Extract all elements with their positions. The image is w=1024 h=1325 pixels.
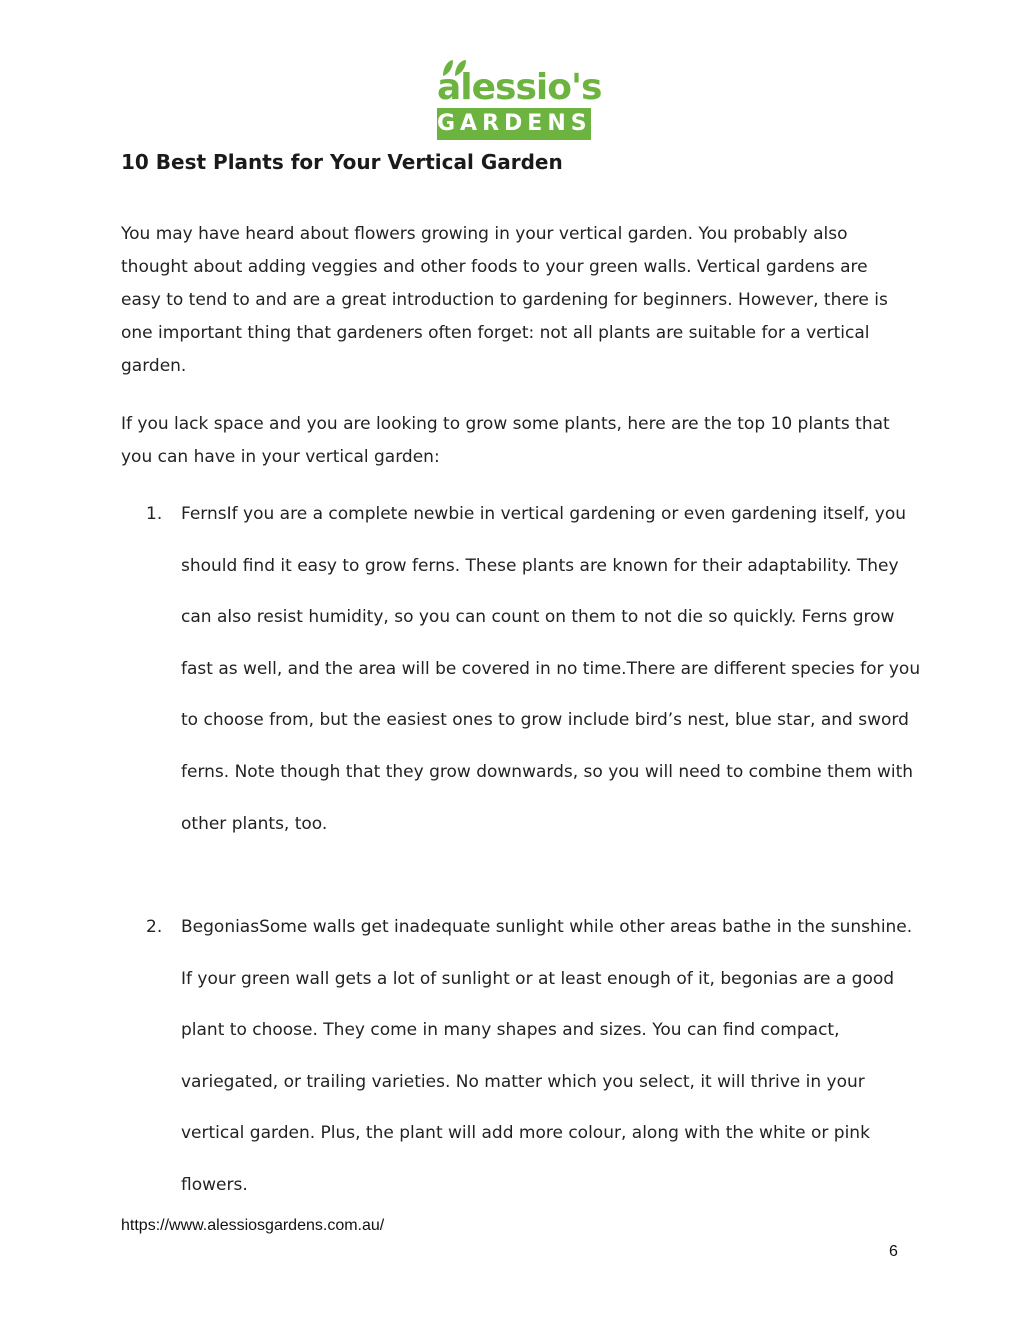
list-number: 1. bbox=[146, 504, 163, 524]
logo bbox=[433, 58, 602, 142]
intro-paragraph: You may have heard about flowers growing in your vertical garden. You probably also thought about adding veggies and other foods to your green walls. Vertical gardens are easy to tend to and are a great introduction to gardening for beginners. However, there is one important thing that gardeners often forget: not all plants are suitable for a vertical garden. bbox=[121, 224, 888, 376]
logo-wordmark: alessio's bbox=[437, 67, 602, 108]
list-item-text: FernsIf you are a complete newbie in vertical gardening or even gardening itself, you should find it easy to grow ferns. These plants are known for their adaptability. They can also resist humidity, so you can count on them to not die so quickly. Ferns grow fast as well, and the area will be covered in no time.There are different species for you to choose from, but the easiest ones to grow include bird’s nest, blue star, and sword ferns. Note though that they grow downwards, so you will need to combine them with other plants, too. bbox=[181, 504, 921, 834]
list-number: 2. bbox=[146, 917, 163, 937]
logo-banner bbox=[437, 108, 591, 140]
list-item bbox=[146, 489, 921, 850]
page-number: 6 bbox=[889, 1243, 898, 1260]
list-item bbox=[146, 902, 921, 1212]
list-item-text: BegoniasSome walls get inadequate sunlight while other areas bathe in the sunshine. If your green wall gets a lot of sunlight or at least enough of it, begonias are a good plant to choose. They come in many shapes and sizes. You can find compact, variegated, or trailing varieties. No matter which you select, it will thrive in your vertical garden. Plus, the plant will add more colour, along with the white or pink flowers. bbox=[181, 917, 913, 1195]
lead-in-paragraph: If you lack space and you are looking to grow some plants, here are the top 10 plants that you can have in your vertical garden: bbox=[121, 414, 890, 467]
logo-subtitle: GARDENS bbox=[437, 111, 592, 136]
page-title: 10 Best Plants for Your Vertical Garden bbox=[121, 150, 563, 174]
footer-url[interactable]: https://www.alessiosgardens.com.au/ bbox=[121, 1217, 385, 1234]
